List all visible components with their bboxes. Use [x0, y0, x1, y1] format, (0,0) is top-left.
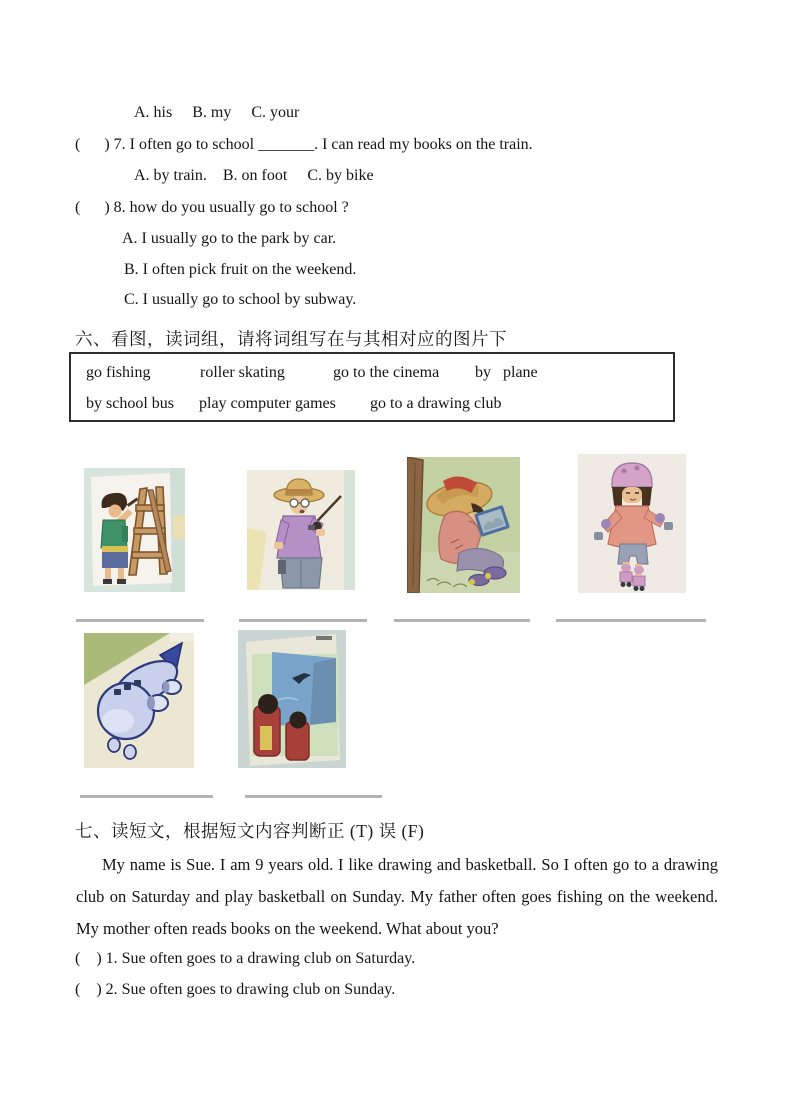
word-bank-item: roller skating — [200, 364, 285, 381]
picture-girl-roller-skating — [578, 454, 686, 593]
roller-skating-illustration — [578, 454, 686, 593]
word-bank-item: go to the cinema — [333, 364, 440, 381]
section-6-heading: 六、看图，读词组，请将词组写在与其相对应的图片下 — [75, 329, 507, 349]
by-plane-illustration — [84, 633, 194, 768]
picture-boy-painting-at-easel — [84, 468, 185, 592]
answer-blank-6 — [245, 795, 382, 798]
true-false-item-2: ( ) 2. Sue often goes to drawing club on Sunday. — [75, 981, 396, 998]
true-false-item-1: ( ) 1. Sue often goes to a drawing club on Saturday. — [75, 950, 416, 967]
question-8: ( ) 8. how do you usually go to school ? — [75, 199, 349, 216]
computer-games-illustration — [407, 457, 520, 593]
question-7: ( ) 7. I often go to school _______. I can read my books on the train. — [75, 136, 533, 153]
reading-passage: My name is Sue. I am 9 years old. I like drawing and basketball. So I often go to a drawing club on Saturday and play basketball on Sunday. My father often goes fishing on the weekend. My mother often reads books on the weekend. What about you? — [76, 855, 718, 938]
word-bank-item: play computer games — [199, 395, 336, 412]
word-bank-box — [69, 352, 675, 422]
picture-people-watching-movie-screen — [238, 630, 346, 768]
word-bank-item: by plane — [475, 364, 538, 381]
word-bank-item: go to a drawing club — [370, 395, 502, 412]
question-7-options: A. by train. B. on foot C. by bike — [134, 167, 374, 184]
cinema-illustration — [238, 630, 346, 768]
question-8-option-a: A. I usually go to the park by car. — [122, 230, 337, 247]
answer-blank-2 — [239, 619, 367, 622]
word-bank-item: by school bus — [86, 395, 174, 412]
section-7-heading: 七、读短文，根据短文内容判断正 (T) 误 (F) — [75, 821, 425, 841]
answer-blank-5 — [80, 795, 213, 798]
answer-blank-4 — [556, 619, 706, 622]
question-6-options: A. his B. my C. your — [134, 104, 300, 121]
word-bank-item: go fishing — [86, 364, 151, 381]
question-8-option-b: B. I often pick fruit on the weekend. — [124, 261, 357, 278]
answer-blank-3 — [394, 619, 530, 622]
answer-blank-1 — [76, 619, 204, 622]
picture-child-playing-on-tablet — [407, 457, 520, 593]
picture-man-with-fishing-rod — [247, 470, 355, 590]
go-fishing-illustration — [247, 470, 355, 590]
drawing-club-illustration — [84, 468, 185, 592]
question-8-option-c: C. I usually go to school by subway. — [124, 291, 357, 308]
picture-blue-airplane — [84, 633, 194, 768]
